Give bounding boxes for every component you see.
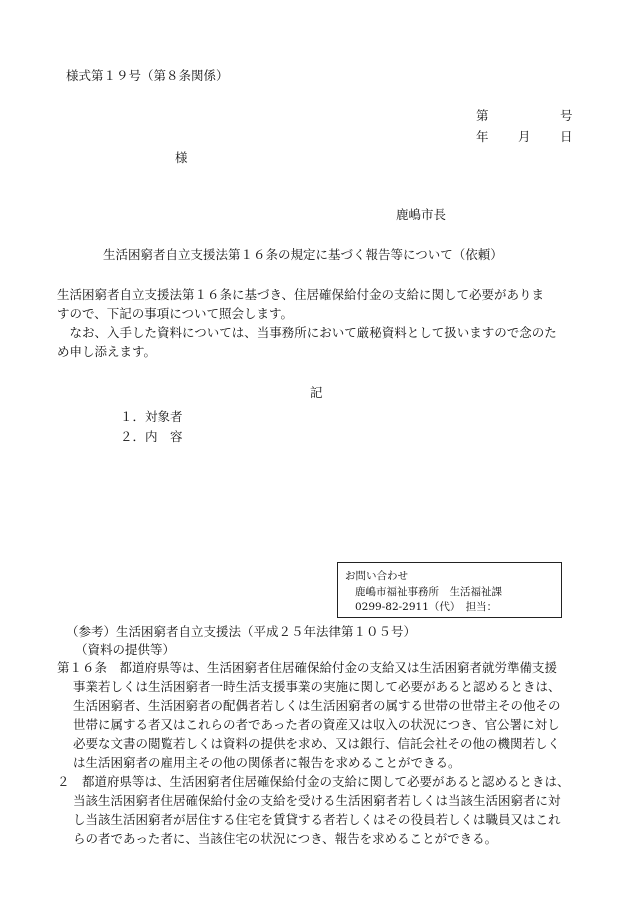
document-number-suffix: 号	[560, 108, 573, 123]
contact-office: 鹿嶋市福祉事務所 生活福祉課	[355, 586, 502, 598]
reference-caption: （資料の提供等）	[75, 642, 176, 657]
document-number-prefix: 第	[476, 108, 489, 123]
reference-line: し当該生活困窮者が居住する住宅を賃貸する者若しくはその役員若しくは職員又はこれ	[73, 812, 561, 827]
ki-heading: 記	[310, 385, 323, 400]
body-line: 生活困窮者自立支援法第１６条に基づき、住居確保給付金の支給に関して必要がありま	[57, 287, 545, 302]
document-title: 生活困窮者自立支援法第１６条の規定に基づく報告等について（依頼）	[103, 247, 503, 262]
body-line: め申し添えます。	[57, 344, 157, 359]
body-line: すので、下記の事項について照会します。	[57, 306, 294, 321]
item-content: ２．内 容	[120, 429, 183, 444]
reference-heading: （参考）生活困窮者自立支援法（平成２５年法律第１０５号）	[66, 624, 417, 639]
reference-line: 第１６条 都道府県等は、生活困窮者住居確保給付金の支給又は生活困窮者就労準備支援	[57, 660, 558, 675]
reference-line: らの者であった者に、当該住宅の状況につき、報告を求めることができる。	[73, 831, 498, 846]
reference-line: 当該生活困窮者住居確保給付金の支給を受ける生活困窮者若しくは当該生活困窮者に対	[73, 793, 561, 808]
reference-line: 生活困窮者、生活困窮者の配偶者若しくは生活困窮者の属する世帯の世帯主その他その	[73, 698, 561, 713]
item-subject: １．対象者	[120, 409, 183, 424]
form-label: 様式第１９号（第８条関係）	[66, 68, 229, 83]
body-line: なお、入手した資料については、当事務所において厳秘資料として扱いますので念のた	[57, 325, 557, 340]
date-year: 年	[476, 129, 489, 144]
reference-line: 必要な文書の閲覧若しくは資料の提供を求め、又は銀行、信託会社その他の機関若しく	[73, 736, 561, 751]
addressee-suffix: 様	[175, 150, 188, 165]
reference-line: は生活困窮者の雇用主その他の関係者に報告を求めることができる。	[73, 755, 461, 770]
reference-line: 世帯に属する者又はこれらの者であった者の資産又は収入の状況につき、官公署に対し	[73, 717, 560, 732]
contact-box	[337, 562, 562, 618]
date-month: 月	[518, 129, 531, 144]
date-day: 日	[560, 129, 573, 144]
contact-phone: 0299-82-2911（代） 担当：	[355, 601, 498, 613]
contact-heading: お問い合わせ	[345, 570, 408, 582]
sender-name: 鹿嶋市長	[396, 207, 447, 222]
reference-line: ２ 都道府県等は、生活困窮者住居確保給付金の支給に関して必要があると認めるときは、	[57, 774, 570, 789]
reference-line: 事業若しくは生活困窮者一時生活支援事業の実施に関して必要があると認めるときは、	[73, 679, 561, 694]
